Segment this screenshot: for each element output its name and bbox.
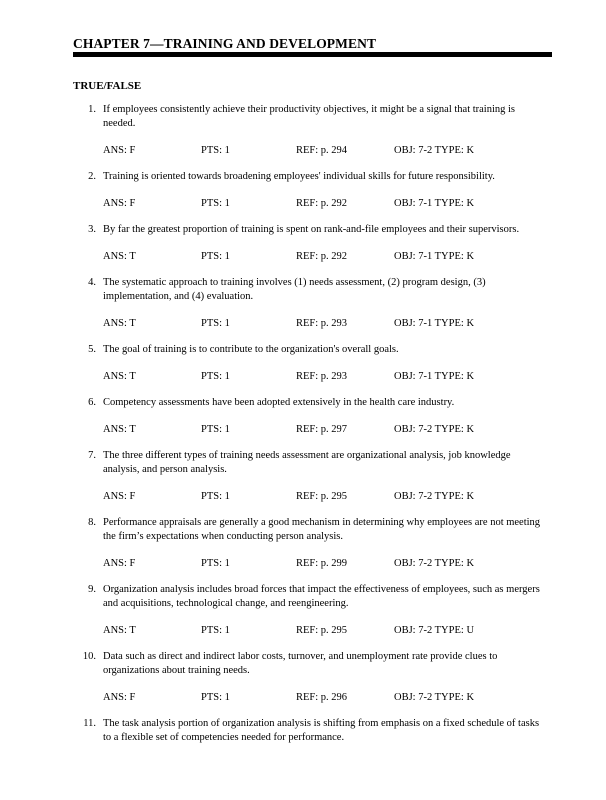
question-text: The goal of training is to contribute to the organization's overall goals. <box>103 344 399 355</box>
answer-value: ANS: F <box>103 491 136 502</box>
answer-row <box>0 250 606 264</box>
objective-value: OBJ: 7-2 TYPE: K <box>394 145 475 156</box>
objective-value: OBJ: 7-1 TYPE: K <box>394 371 475 382</box>
question-item <box>0 650 606 705</box>
points-value: PTS: 1 <box>201 692 230 703</box>
answer-row <box>0 490 606 504</box>
reference-value: REF: p. 292 <box>296 251 348 262</box>
question-text: Organization analysis includes broad forces that impact the effectiveness of employees, such as mergers and acquisitions, technological change, and reengineering. <box>103 584 540 609</box>
answer-row <box>0 317 606 331</box>
question-number: 2. <box>88 171 96 182</box>
objective-value: OBJ: 7-2 TYPE: K <box>394 692 475 703</box>
points-value: PTS: 1 <box>201 145 230 156</box>
answer-value: ANS: F <box>103 558 136 569</box>
objective-value: OBJ: 7-1 TYPE: K <box>394 198 475 209</box>
question-item <box>0 170 606 211</box>
reference-value: REF: p. 293 <box>296 318 348 329</box>
reference-value: REF: p. 293 <box>296 371 348 382</box>
answer-value: ANS: F <box>103 145 136 156</box>
question-item <box>0 343 606 384</box>
question-text: The three different types of training needs assessment are organizational analysis, job knowledge analysis, and person analysis. <box>103 450 511 475</box>
question-number: 1. <box>88 104 96 115</box>
answer-row <box>0 144 606 158</box>
reference-value: REF: p. 297 <box>296 424 348 435</box>
points-value: PTS: 1 <box>201 371 230 382</box>
question-number: 9. <box>88 584 96 595</box>
answer-value: ANS: T <box>103 424 136 435</box>
question-item <box>0 717 606 745</box>
objective-value: OBJ: 7-2 TYPE: K <box>394 558 475 569</box>
objective-value: OBJ: 7-2 TYPE: K <box>394 491 475 502</box>
question-text: Data such as direct and indirect labor costs, turnover, and unemployment rate provide clues to organizations about training needs. <box>103 651 498 676</box>
points-value: PTS: 1 <box>201 625 230 636</box>
question-text: The task analysis portion of organization analysis is shifting from emphasis on a fixed schedule of tasks to a flexible set of competencies needed for performance. <box>103 718 540 743</box>
answer-value: ANS: T <box>103 625 136 636</box>
answer-value: ANS: T <box>103 251 136 262</box>
question-number: 4. <box>88 277 96 288</box>
question-item <box>0 449 606 504</box>
question-number: 6. <box>88 397 96 408</box>
answer-row <box>0 370 606 384</box>
question-number: 10. <box>82 651 96 662</box>
reference-value: REF: p. 294 <box>296 145 348 156</box>
reference-value: REF: p. 292 <box>296 198 348 209</box>
question-item <box>0 223 606 264</box>
answer-row <box>0 691 606 705</box>
chapter-title: CHAPTER 7—TRAINING AND DEVELOPMENT <box>73 36 377 51</box>
reference-value: REF: p. 299 <box>296 558 348 569</box>
answer-value: ANS: T <box>103 318 136 329</box>
points-value: PTS: 1 <box>201 318 230 329</box>
question-text: Competency assessments have been adopted extensively in the health care industry. <box>103 397 455 408</box>
answer-value: ANS: F <box>103 198 136 209</box>
question-text: Training is oriented towards broadening employees' individual skills for future responsibility. <box>103 171 495 182</box>
question-number: 3. <box>88 224 96 235</box>
points-value: PTS: 1 <box>201 251 230 262</box>
objective-value: OBJ: 7-1 TYPE: K <box>394 251 475 262</box>
objective-value: OBJ: 7-2 TYPE: K <box>394 424 475 435</box>
points-value: PTS: 1 <box>201 424 230 435</box>
question-list <box>0 103 606 745</box>
question-item <box>0 583 606 638</box>
objective-value: OBJ: 7-2 TYPE: U <box>394 625 475 636</box>
points-value: PTS: 1 <box>201 491 230 502</box>
question-number: 8. <box>88 517 96 528</box>
answer-value: ANS: T <box>103 371 136 382</box>
answer-row <box>0 557 606 571</box>
question-item <box>0 276 606 331</box>
answer-row <box>0 197 606 211</box>
answer-row <box>0 624 606 638</box>
question-text: If employees consistently achieve their productivity objectives, it might be a signal that training is needed. <box>103 104 516 129</box>
title-rule <box>73 52 552 57</box>
objective-value: OBJ: 7-1 TYPE: K <box>394 318 475 329</box>
question-item <box>0 516 606 571</box>
section-heading: TRUE/FALSE <box>73 80 142 92</box>
points-value: PTS: 1 <box>201 558 230 569</box>
question-number: 11. <box>83 718 96 729</box>
question-number: 7. <box>88 450 96 461</box>
reference-value: REF: p. 295 <box>296 625 348 636</box>
question-item <box>0 103 606 158</box>
question-number: 5. <box>88 344 96 355</box>
answer-row <box>0 423 606 437</box>
question-item <box>0 396 606 437</box>
question-text: By far the greatest proportion of training is spent on rank-and-file employees and their supervisors. <box>103 224 520 235</box>
question-text: Performance appraisals are generally a good mechanism in determining why employees are not meeting the firm’s expectations when conducting person analysis. <box>103 517 541 542</box>
question-text: The systematic approach to training involves (1) needs assessment, (2) program design, (3) implementation, and (4) evaluation. <box>103 277 486 302</box>
reference-value: REF: p. 296 <box>296 692 348 703</box>
answer-value: ANS: F <box>103 692 136 703</box>
points-value: PTS: 1 <box>201 198 230 209</box>
reference-value: REF: p. 295 <box>296 491 348 502</box>
